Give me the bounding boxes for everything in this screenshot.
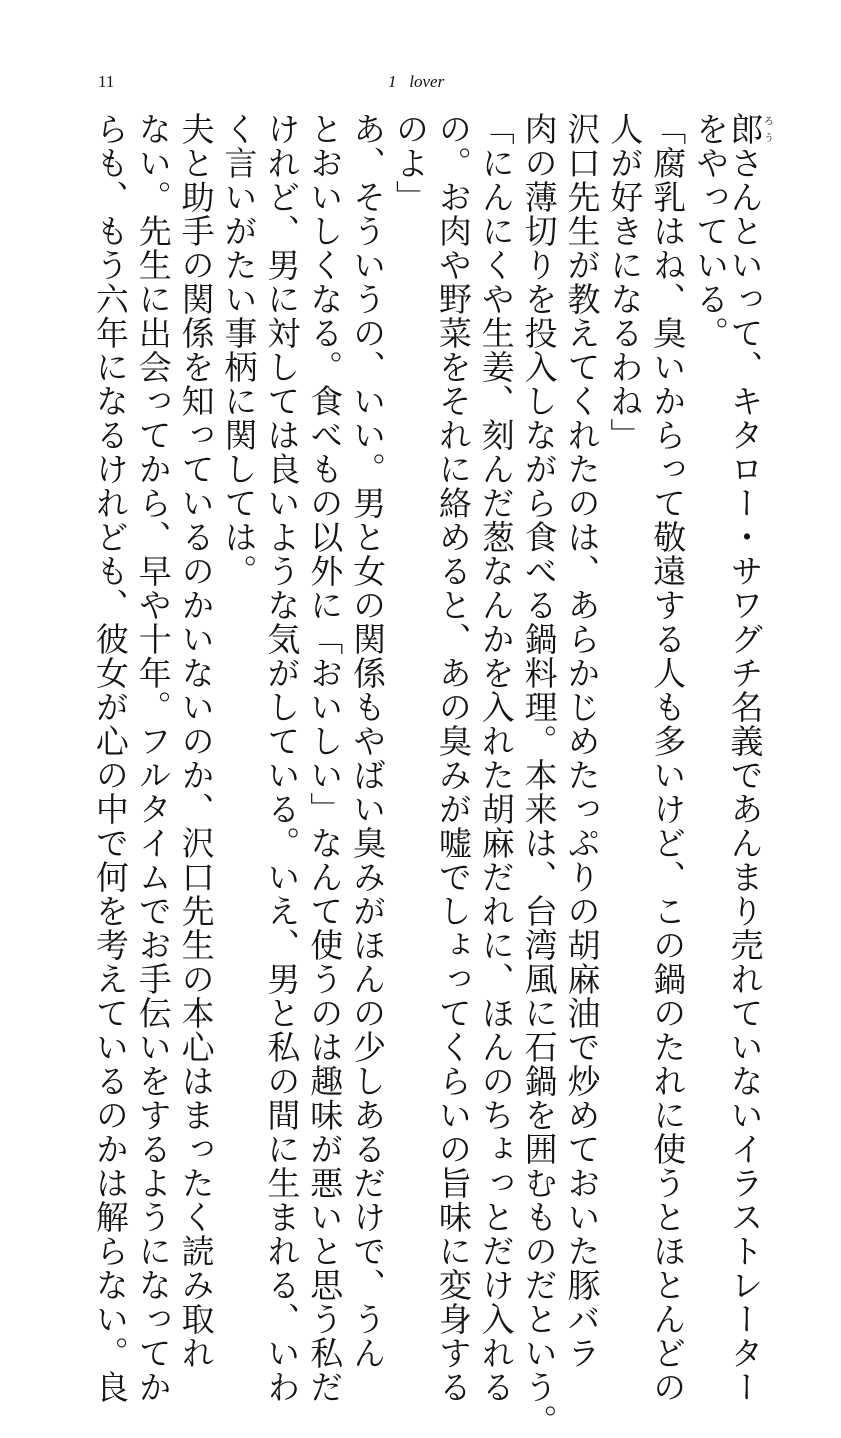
text-column: けれど、男に対しては良いような気がしている。いえ、男と私の間に生まれる、いわ: [262, 112, 302, 1404]
text-column: 人が好きになるわね」: [605, 112, 645, 452]
text-column: のよ」: [391, 112, 430, 214]
text-column: あ、そういうの、いい。男と女の関係もやばい臭みがほんの少しあるだけで、うん: [348, 112, 388, 1370]
text-column: 郎ろうさんといって、キタロー・サワグチ名義であんまり売れていないイラストレーター: [725, 112, 773, 1404]
text-column: 沢口先生が教えてくれたのは、あらかじめたっぷりの胡麻油で炒めておいた豚バラ: [562, 112, 602, 1370]
text-column: とおいしくなる。食べもの以外に「おいしい」なんて使うのは趣味が悪いと思う私だ: [305, 112, 345, 1404]
text-column: 「腐乳はね、臭いからって敬遠する人も多いけど、この鍋のたれに使うとほとんどの: [648, 112, 688, 1404]
text-column: 「にんにくや生姜、刻んだ葱なんかを入れた胡麻だれに、ほんのちょっとだけ入れる: [476, 112, 516, 1404]
text-column: く言いがたい事柄に関しては。: [219, 112, 259, 588]
running-title: 1 lover: [388, 72, 445, 91]
vertical-text-body: [90, 112, 773, 1438]
text-column: をやっている。: [691, 112, 731, 350]
page-number: 11: [98, 72, 115, 91]
text-column: らも、もう六年になるけれども、彼女が心の中で何を考えているのかは解らない。良: [90, 112, 130, 1404]
text-column: 肉の薄切りを投入しながら食べる鍋料理。本来は、台湾風に石鍋を囲むものだという。: [519, 112, 559, 1438]
text-column: ない。先生に出会ってから、早や十年。フルタイムでお手伝いをするようになってか: [133, 112, 173, 1404]
text-column: 夫と助手の関係を知っているのかいないのか、沢口先生の本心はまったく読み取れ: [176, 112, 216, 1370]
ruby-annotation: 郎ろう: [725, 112, 773, 146]
text-column: の。お肉や野菜をそれに絡めると、あの臭みが嘘でしょってくらいの旨味に変身する: [433, 112, 473, 1404]
